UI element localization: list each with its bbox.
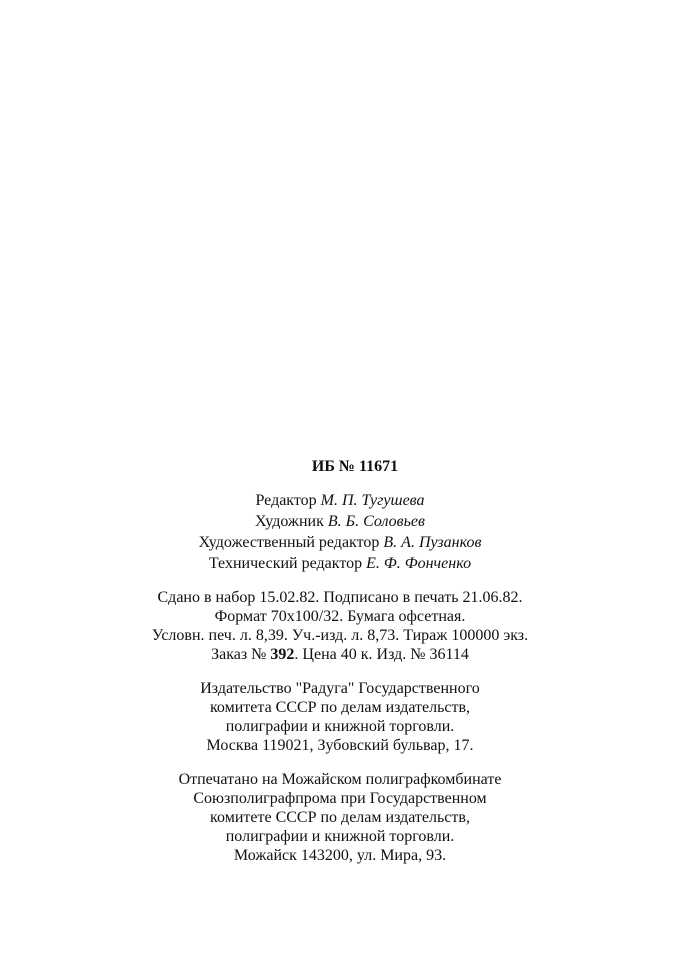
credit-art-editor: [0, 532, 680, 553]
print-volume: Условн. печ. л. 8,39. Уч.-изд. л. 8,73. Тираж 100000 экз.: [151, 627, 529, 644]
credit-artist: [0, 511, 680, 532]
print-format: Формат 70x100/32. Бумага офсетная.: [214, 608, 466, 625]
credits-block: [0, 490, 680, 574]
order-prefix: Заказ №: [211, 646, 271, 663]
publisher-line: комитета СССР по делам издательств,: [209, 699, 471, 716]
colophon: [0, 457, 680, 865]
credit-role: Редактор: [255, 492, 317, 509]
printer-line: Отпечатано на Можайском полиграфкомбинате: [178, 771, 502, 788]
credit-role: Художник: [255, 513, 324, 530]
ib-number: ИБ № 11671: [311, 458, 399, 475]
credit-name: В. А. Пузанков: [383, 534, 482, 551]
printer-line: Союзполиграфпрома при Государственном: [193, 790, 487, 807]
credit-tech-editor: [0, 553, 680, 574]
order-suffix: . Цена 40 к. Изд. № 36114: [294, 646, 469, 663]
order-number: 392: [270, 646, 295, 663]
print-dates: Сдано в набор 15.02.82. Подписано в печать 21.06.82.: [157, 589, 523, 606]
print-data-block: [0, 588, 680, 664]
printer-block: [0, 770, 680, 865]
publisher-line: Москва 119021, Зубовский бульвар, 17.: [206, 737, 474, 754]
credit-editor: [0, 490, 680, 511]
credit-role: Технический редактор: [208, 555, 363, 572]
printer-line: полиграфии и книжной торговли.: [225, 828, 455, 845]
printer-line: комитете СССР по делам издательств,: [210, 809, 470, 826]
publisher-line: полиграфии и книжной торговли.: [225, 718, 455, 735]
publisher-block: [0, 679, 680, 755]
credit-name: Е. Ф. Фонченко: [366, 555, 472, 572]
printer-line: Можайск 143200, ул. Мира, 93.: [233, 847, 447, 864]
credit-name: М. П. Тугушева: [320, 492, 425, 509]
print-order: [0, 645, 680, 664]
credit-role: Художественный редактор: [198, 534, 380, 551]
publisher-line: Издательство "Радуга" Государственного: [200, 680, 480, 697]
credit-name: В. Б. Соловьев: [327, 513, 425, 530]
